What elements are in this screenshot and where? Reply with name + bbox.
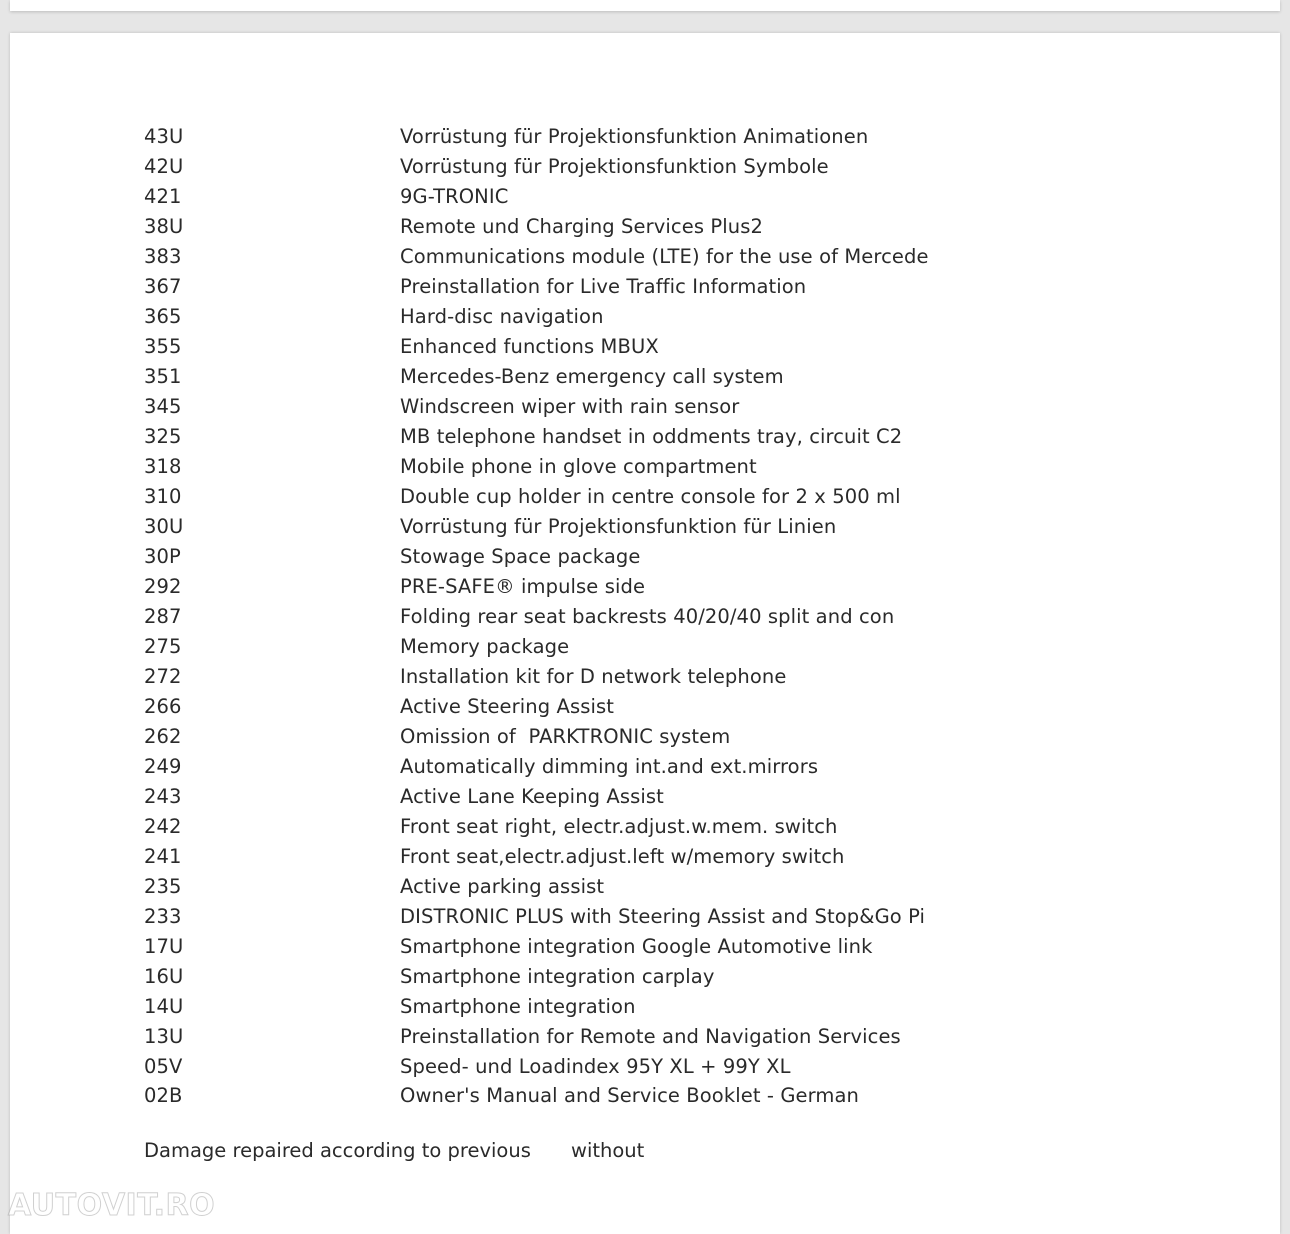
option-row [144,542,929,572]
option-row [144,302,929,332]
option-description: Vorrüstung für Projektionsfunktion Symbole [400,155,829,179]
option-code: 275 [144,634,182,658]
option-code: 16U [144,964,184,988]
option-code: 241 [144,844,182,868]
option-description: Installation kit for D network telephone [400,664,787,688]
option-row [144,422,929,452]
option-code: 242 [144,814,182,838]
option-code: 351 [144,365,182,389]
option-description: Smartphone integration [400,994,636,1018]
option-description: Memory package [400,634,570,658]
option-code: 292 [144,575,182,599]
option-row [144,721,929,751]
option-description: Folding rear seat backrests 40/20/40 split and con [400,604,895,628]
option-description: Active parking assist [400,874,605,898]
damage-note [144,1139,644,1162]
option-row [144,182,929,212]
option-description: Preinstallation for Remote and Navigation Services [400,1024,901,1048]
option-code: 30U [144,515,184,539]
option-description: Omission of PARKTRONIC system [400,724,731,748]
option-row [144,452,929,482]
option-row [144,781,929,811]
option-description: Communications module (LTE) for the use of Mercede [400,245,929,269]
option-row [144,572,929,602]
damage-note-value: without [571,1139,645,1162]
option-code: 325 [144,425,182,449]
option-code: 43U [144,125,184,149]
option-description: Active Lane Keeping Assist [400,784,664,808]
option-description: 9G-TRONIC [400,185,509,209]
option-code: 243 [144,784,182,808]
option-row [144,871,929,901]
option-code: 365 [144,305,182,329]
option-row [144,901,929,931]
option-row [144,631,929,661]
option-row [144,751,929,781]
option-code: 14U [144,994,184,1018]
previous-page-edge [10,0,1280,11]
option-description: Smartphone integration Google Automotive link [400,934,873,958]
option-description: PRE-SAFE® impulse side [400,575,646,599]
option-code: 235 [144,874,182,898]
option-row [144,1081,929,1111]
option-code: 367 [144,275,182,299]
option-code: 345 [144,395,182,419]
option-row [144,1021,929,1051]
watermark-logo: AUTOVIT.RO [8,1188,216,1223]
option-description: Active Steering Assist [400,694,614,718]
option-description: Vorrüstung für Projektionsfunktion Animationen [400,125,869,149]
option-description: Hard-disc navigation [400,305,604,329]
option-row [144,512,929,542]
option-code: 249 [144,754,182,778]
option-description: Speed- und Loadindex 95Y XL + 99Y XL [400,1054,791,1078]
option-code: 272 [144,664,182,688]
option-code: 421 [144,185,182,209]
option-row [144,931,929,961]
option-code: 17U [144,934,184,958]
option-description: Front seat,electr.adjust.left w/memory switch [400,844,845,868]
option-code: 266 [144,694,182,718]
option-description: Enhanced functions MBUX [400,335,659,359]
option-row [144,392,929,422]
option-code: 287 [144,604,182,628]
option-row [144,122,929,152]
option-row [144,1051,929,1081]
option-row [144,841,929,871]
option-row [144,242,929,272]
option-description: Front seat right, electr.adjust.w.mem. switch [400,814,838,838]
option-description: Preinstallation for Live Traffic Information [400,275,807,299]
option-description: Vorrüstung für Projektionsfunktion für Linien [400,515,837,539]
option-code: 355 [144,335,182,359]
option-code: 262 [144,724,182,748]
option-row [144,602,929,632]
option-description: Mercedes-Benz emergency call system [400,365,784,389]
option-code: 02B [144,1084,183,1108]
equipment-options-list [144,122,929,1111]
option-description: Mobile phone in glove compartment [400,455,757,479]
option-row [144,661,929,691]
option-description: Owner's Manual and Service Booklet - German [400,1084,860,1108]
option-code: 13U [144,1024,184,1048]
option-row [144,991,929,1021]
option-description: Windscreen wiper with rain sensor [400,395,740,419]
option-code: 233 [144,904,182,928]
option-row [144,482,929,512]
option-code: 310 [144,485,182,509]
option-row [144,152,929,182]
option-row [144,332,929,362]
option-code: 30P [144,545,181,569]
option-code: 38U [144,215,184,239]
option-description: MB telephone handset in oddments tray, circuit C2 [400,425,903,449]
option-code: 318 [144,455,182,479]
option-description: DISTRONIC PLUS with Steering Assist and Stop&Go Pi [400,904,926,928]
option-code: 05V [144,1054,183,1078]
option-row [144,362,929,392]
option-code: 383 [144,245,182,269]
option-row [144,961,929,991]
option-row [144,811,929,841]
option-description: Double cup holder in centre console for 2 x 500 ml [400,485,901,509]
option-row [144,212,929,242]
option-description: Automatically dimming int.and ext.mirrors [400,754,819,778]
option-row [144,691,929,721]
damage-note-label: Damage repaired according to previous [144,1139,531,1162]
option-description: Remote und Charging Services Plus2 [400,215,763,239]
option-description: Smartphone integration carplay [400,964,715,988]
option-row [144,272,929,302]
option-description: Stowage Space package [400,545,641,569]
option-code: 42U [144,155,184,179]
